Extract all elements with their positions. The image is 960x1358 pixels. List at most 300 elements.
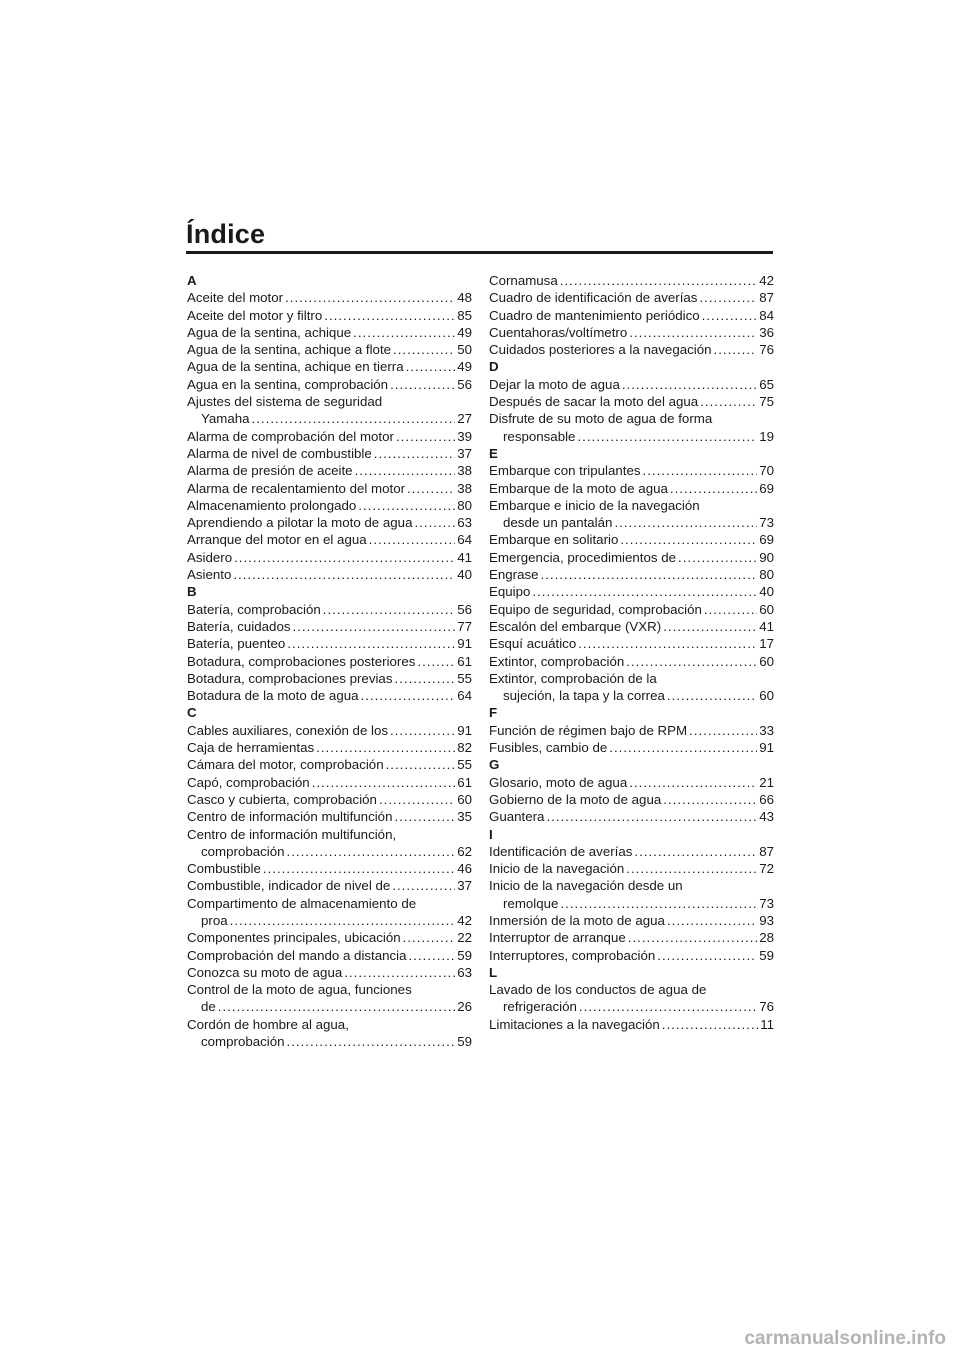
leader-dots [263,860,455,877]
index-entry-text: Fusibles, cambio de [489,740,608,756]
leader-dots [218,998,455,1015]
index-entry-text: Identificación de averías [489,843,633,859]
index-entry-page: 73 [759,515,774,531]
index-entry-page: 87 [759,290,774,306]
index-entry [187,480,472,497]
leader-dots [393,341,455,358]
index-entry [187,497,472,514]
index-entry-text: Cuadro de mantenimiento periódico [489,307,700,323]
leader-dots [252,410,456,427]
leader-dots [409,947,456,964]
index-entry-page: 48 [457,290,472,306]
index-entry-text: Extintor, comprobación de la [489,670,657,686]
index-entry-text: Equipo de seguridad, comprobación [489,601,702,617]
index-entry-text: Batería, puenteo [187,636,286,652]
leader-dots [532,583,757,600]
index-entry-page: 42 [457,912,472,928]
index-entry-text: Aprendiendo a pilotar la moto de agua [187,515,413,531]
index-entry [489,860,774,877]
index-entry-page: 80 [759,567,774,583]
index-entry-page: 56 [457,601,472,617]
index-entry-continuation: Yamaha [201,411,250,427]
index-entry [489,618,774,635]
index-entry [187,462,472,479]
index-entry-page: 63 [457,964,472,980]
leader-dots [353,324,455,341]
index-entry [489,324,774,341]
index-entry [187,808,472,825]
index-entry-page: 40 [457,567,472,583]
index-entry-page: 59 [759,947,774,963]
index-entry-page: 91 [457,722,472,738]
index-entry-page: 41 [759,618,774,634]
index-entry [489,1016,774,1033]
index-entry-page: 65 [759,376,774,392]
index-entry-continuation: proa [201,912,228,928]
index-entry-text: Componentes principales, ubicación [187,930,401,946]
index-entry [187,393,472,428]
index-entry-text: Asidero [187,549,233,565]
index-entry-page: 60 [759,688,774,704]
index-entry-text: Embarque e inicio de la navegación [489,497,700,513]
index-entry [489,877,774,912]
index-entry [187,514,472,531]
index-entry [489,947,774,964]
index-entry-text: Aceite del motor y filtro [187,307,323,323]
index-entry-text: Inicio de la navegación desde un [489,878,683,894]
index-entry [489,376,774,393]
index-entry [489,774,774,791]
index-entry [187,687,472,704]
index-entry-text: Asiento [187,567,232,583]
index-entry-page: 28 [759,930,774,946]
index-entry-page: 69 [759,532,774,548]
leader-dots [626,860,757,877]
index-column-right [489,272,774,1033]
index-entry [187,531,472,548]
index-entry [187,358,472,375]
index-entry-continuation: remolque [503,895,559,911]
index-entry-text: Aceite del motor [187,290,284,306]
index-entry-text: Combustible [187,861,261,877]
index-entry-page: 55 [457,670,472,686]
index-entry [489,272,774,289]
leader-dots [374,445,455,462]
leader-dots [316,739,455,756]
index-entry-text: Cámara del motor, comprobación [187,757,384,773]
page-title: Índice [186,219,266,249]
index-entry [489,462,774,479]
index-entry-text: Centro de información multifunción [187,809,393,825]
index-entry-text: Ajustes del sistema de seguridad [187,394,383,410]
leader-dots [622,376,757,393]
index-entry [489,531,774,548]
leader-dots [407,480,455,497]
index-letter-heading: E [489,445,498,461]
leader-dots [386,756,456,773]
leader-dots [560,895,757,912]
index-entry-page: 27 [457,411,472,427]
index-entry-page: 37 [457,878,472,894]
index-entry-page: 40 [759,584,774,600]
index-entry [489,912,774,929]
index-entry-text: Cordón de hombre al agua, [187,1016,349,1032]
index-entry-text: Casco y cubierta, comprobación [187,791,377,807]
index-entry [489,480,774,497]
index-entry-text: Embarque con tripulantes [489,463,641,479]
index-entry-text: Inmersión de la moto de agua [489,912,665,928]
index-entry-page: 66 [759,791,774,807]
index-entry-text: Caja de herramientas [187,740,315,756]
index-entry-text: Función de régimen bajo de RPM [489,722,688,738]
index-entry-page: 59 [457,947,472,963]
leader-dots [546,808,757,825]
index-entry-text: Botadura, comprobaciones posteriores [187,653,416,669]
index-entry-text: Escalón del embarque (VXR) [489,618,662,634]
index-letter-heading: A [187,273,197,288]
index-entry-page: 77 [457,618,472,634]
index-entry [187,635,472,652]
leader-dots [392,877,455,894]
leader-dots [643,462,758,479]
leader-dots [541,566,758,583]
leader-dots [287,1033,456,1050]
index-entry [489,739,774,756]
index-entry-text: Limitaciones a la navegación [489,1016,660,1032]
index-entry-page: 64 [457,688,472,704]
index-entry [489,635,774,652]
index-entry-text: Combustible, indicador de nivel de [187,878,391,894]
index-entry-page: 69 [759,480,774,496]
index-entry-text: Esquí acuático [489,636,577,652]
index-entry [489,549,774,566]
index-entry [187,860,472,877]
index-entry [489,722,774,739]
index-entry-text: Interruptor de arranque [489,930,626,946]
index-entry-page: 39 [457,428,472,444]
index-entry-text: Cornamusa [489,273,558,288]
index-entry [187,826,472,861]
index-entry [187,895,472,930]
index-entry-page: 37 [457,445,472,461]
index-entry-text: Glosario, moto de agua [489,774,628,790]
index-entry [187,376,472,393]
leader-dots [287,635,455,652]
leader-dots [702,307,758,324]
index-entry-text: Embarque de la moto de agua [489,480,668,496]
index-entry-text: Capó, comprobación [187,774,310,790]
index-entry [187,791,472,808]
index-entry-page: 63 [457,515,472,531]
index-entry [489,393,774,410]
leader-dots [379,791,455,808]
index-entry-text: Dejar la moto de agua [489,376,620,392]
index-entry-text: Batería, cuidados [187,618,291,634]
leader-dots [634,843,757,860]
index-entry [187,929,472,946]
leader-dots [689,722,757,739]
leader-dots [406,358,456,375]
index-entry-text: Centro de información multifunción, [187,826,397,842]
index-letter-heading: I [489,826,493,842]
index-entry-page: 61 [457,653,472,669]
index-entry [187,1016,472,1051]
index-entry-text: Lavado de los conductos de agua de [489,982,707,998]
index-entry-continuation: sujeción, la tapa y la correa [503,688,665,704]
index-entry-page: 38 [457,480,472,496]
index-entry-page: 60 [457,791,472,807]
index-entry-continuation: desde un pantalán [503,515,613,531]
leader-dots [609,739,757,756]
index-letter-heading: L [489,964,498,980]
leader-dots [670,480,757,497]
index-entry [187,549,472,566]
index-entry-page: 21 [759,774,774,790]
index-entry-page: 55 [457,757,472,773]
index-entry [187,601,472,618]
index-entry [489,601,774,618]
index-entry-page: 59 [457,1034,472,1050]
index-entry [489,653,774,670]
leader-dots [704,601,757,618]
index-entry-text: Después de sacar la moto del agua [489,394,699,410]
index-entry [187,618,472,635]
index-entry-page: 61 [457,774,472,790]
index-entry-page: 73 [759,895,774,911]
index-entry-text: Cables auxiliares, conexión de los [187,722,389,738]
index-entry-page: 91 [759,740,774,756]
leader-dots [233,566,455,583]
index-entry [187,947,472,964]
index-letter-heading: G [489,757,500,773]
index-entry [489,670,774,705]
leader-dots [678,549,757,566]
leader-dots [577,428,757,445]
index-entry-page: 60 [759,601,774,617]
index-entry-text: Engrase [489,567,539,583]
index-entry-page: 19 [759,428,774,444]
index-entry-page: 33 [759,722,774,738]
index-letter-heading: C [187,705,197,721]
index-letter-heading: F [489,705,498,721]
index-entry [187,739,472,756]
leader-dots [287,843,456,860]
leader-dots [403,929,456,946]
leader-dots [662,1016,758,1033]
index-entry [489,410,774,445]
index-entry-text: Equipo [489,584,531,600]
leader-dots [626,653,757,670]
index-entry-page: 75 [759,394,774,410]
index-entry [187,428,472,445]
index-entry-page: 91 [457,636,472,652]
index-entry-text: Alarma de comprobación del motor [187,428,394,444]
leader-dots [234,549,455,566]
leader-dots [614,514,757,531]
leader-dots [390,376,455,393]
index-entry [489,929,774,946]
index-entry [187,774,472,791]
title-rule [186,251,773,254]
leader-dots [620,531,757,548]
index-entry-text: Interruptores, comprobación [489,947,656,963]
leader-dots [293,618,456,635]
index-entry-text: Gobierno de la moto de agua [489,791,662,807]
index-entry [489,497,774,532]
index-entry [187,653,472,670]
index-entry-page: 62 [457,843,472,859]
index-entry-text: Cuentahoras/voltímetro [489,324,628,340]
index-entry-page: 80 [457,497,472,513]
index-entry-text: Alarma de nivel de combustible [187,445,372,461]
leader-dots [629,324,757,341]
index-entry-continuation: comprobación [201,1034,285,1050]
leader-dots [714,341,758,358]
index-entry-page: 64 [457,532,472,548]
index-entry-page: 46 [457,861,472,877]
index-entry-text: Cuidados posteriores a la navegación [489,342,712,358]
index-entry [187,566,472,583]
index-entry [187,289,472,306]
index-entry-page: 42 [759,273,774,288]
leader-dots [361,687,456,704]
leader-dots [323,601,455,618]
index-entry-page: 85 [457,307,472,323]
leader-dots [699,289,757,306]
leader-dots [700,393,757,410]
leader-dots [394,670,455,687]
index-entry-text: Alarma de recalentamiento del motor [187,480,406,496]
index-entry [187,307,472,324]
leader-dots [417,653,455,670]
leader-dots [667,912,757,929]
index-letter-heading: B [187,584,197,600]
leader-dots [230,912,456,929]
leader-dots [628,929,757,946]
index-entry-text: Arranque del motor en el agua [187,532,367,548]
index-entry-text: Botadura, comprobaciones previas [187,670,393,686]
index-entry-text: Agua de la sentina, achique a flote [187,342,392,358]
index-entry-text: Alarma de presión de aceite [187,463,353,479]
index-entry [489,307,774,324]
index-letter-heading: D [489,359,499,375]
index-entry-text: Guantera [489,809,545,825]
index-entry-text: Extintor, comprobación [489,653,625,669]
leader-dots [390,722,455,739]
leader-dots [358,497,455,514]
leader-dots [324,307,455,324]
leader-dots [396,428,455,445]
index-entry-text: Disfrute de su moto de agua de forma [489,411,713,427]
leader-dots [355,462,456,479]
index-entry [489,566,774,583]
leader-dots [285,289,455,306]
index-entry-text: Agua de la sentina, achique en tierra [187,359,404,375]
index-entry [489,791,774,808]
index-entry [187,670,472,687]
index-entry-page: 26 [457,999,472,1015]
index-entry-text: Comprobación del mando a distancia [187,947,407,963]
leader-dots [369,531,456,548]
index-entry [187,722,472,739]
index-entry-page: 11 [760,1016,774,1032]
index-entry-continuation: responsable [503,428,576,444]
index-entry-page: 93 [759,912,774,928]
index-entry-text: Botadura de la moto de agua [187,688,359,704]
index-entry-text: Compartimento de almacenamiento de [187,895,417,911]
leader-dots [344,964,455,981]
index-entry-continuation: refrigeración [503,999,577,1015]
index-entry-text: Agua en la sentina, comprobación [187,376,389,392]
index-entry-page: 70 [759,463,774,479]
index-entry [187,964,472,981]
leader-dots [394,808,455,825]
leader-dots [663,791,757,808]
index-entry-page: 72 [759,861,774,877]
leader-dots [629,774,757,791]
index-entry [489,289,774,306]
index-entry-page: 56 [457,376,472,392]
index-entry-text: Almacenamiento prolongado [187,497,357,513]
index-entry-continuation: comprobación [201,843,285,859]
index-entry [489,981,774,1016]
index-entry-text: Control de la moto de agua, funciones [187,982,412,998]
leader-dots [312,774,456,791]
index-entry-page: 49 [457,359,472,375]
index-entry [187,981,472,1016]
index-entry-page: 35 [457,809,472,825]
index-entry-page: 87 [759,843,774,859]
leader-dots [663,618,757,635]
index-entry-text: Cuadro de identificación de averías [489,290,698,306]
index-entry [187,445,472,462]
index-entry-page: 36 [759,324,774,340]
index-entry [187,324,472,341]
index-entry-page: 38 [457,463,472,479]
index-entry-text: Agua de la sentina, achique [187,324,352,340]
index-entry [489,583,774,600]
leader-dots [414,514,455,531]
index-entry-page: 90 [759,549,774,565]
index-entry-continuation: de [201,999,216,1015]
index-entry [187,341,472,358]
index-entry [187,877,472,894]
index-entry-page: 17 [759,636,774,652]
leader-dots [579,998,757,1015]
index-entry [187,756,472,773]
index-entry-page: 76 [759,999,774,1015]
leader-dots [667,687,757,704]
index-entry [489,341,774,358]
index-entry-page: 43 [759,809,774,825]
index-entry-page: 50 [457,342,472,358]
index-entry-page: 84 [759,307,774,323]
index-entry-page: 49 [457,324,472,340]
index-entry-page: 82 [457,740,472,756]
index-entry-page: 60 [759,653,774,669]
index-entry-text: Embarque en solitario [489,532,619,548]
watermark: carmanualsonline.info [744,1328,946,1349]
leader-dots [578,635,757,652]
index-column-left [187,272,472,1050]
index-entry-text: Conozca su moto de agua [187,964,343,980]
index-entry-page: 41 [457,549,472,565]
index-entry-page: 76 [759,342,774,358]
index-entry-text: Inicio de la navegación [489,861,625,877]
index-entry [489,808,774,825]
leader-dots [657,947,757,964]
index-entry-text: Emergencia, procedimientos de [489,549,676,565]
